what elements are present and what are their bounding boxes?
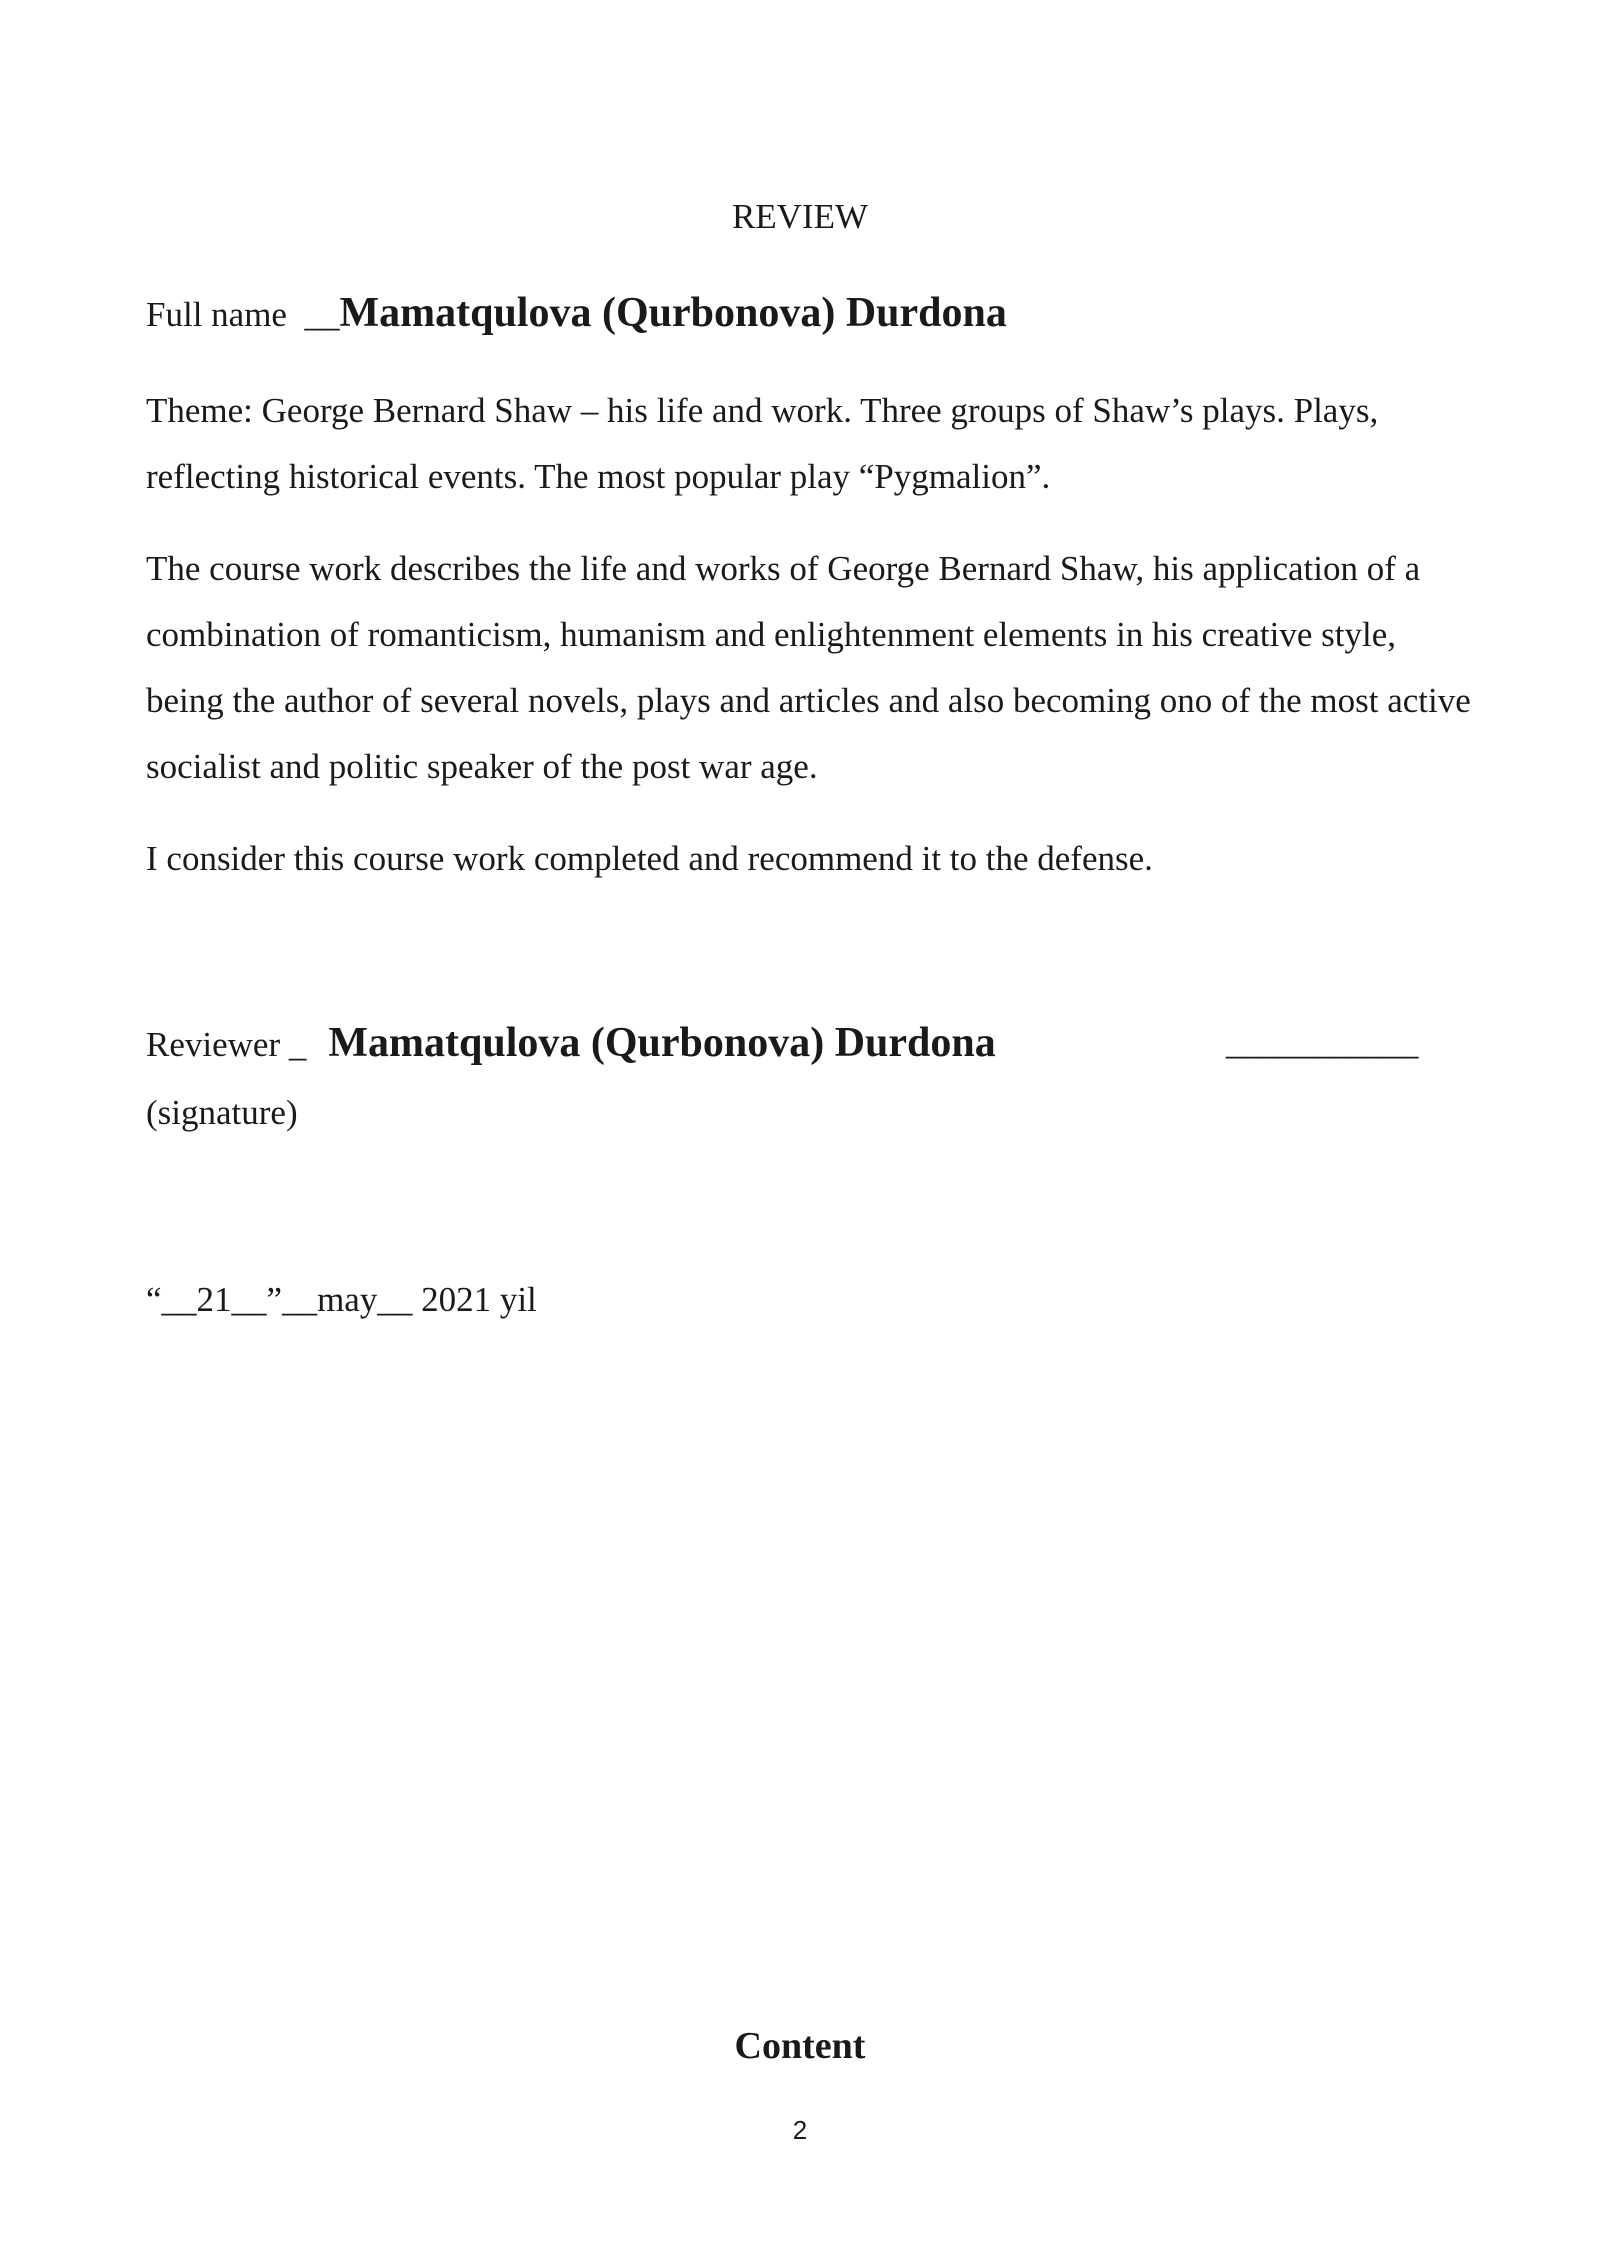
full-name-row [146,285,1007,343]
description-paragraph: The course work describes the life and works of George Bernard Shaw, his application of a combination of romanticism, humanism and enlightenment elements in his creative style, being the author of several novels, plays and articles and also becoming ono of the most active socialist and politic speaker of the post war age. [146,549,1471,786]
full-name-value: Mamatqulova (Qurbonova) Durdona [339,290,1007,336]
page-number: 2 [792,2115,808,2145]
signature-line: ___________ [1226,1023,1419,1062]
section-heading-content: Content [734,2025,866,2067]
document-title: REVIEW [731,197,869,236]
full-name-prefix: __ [304,295,340,334]
full-name-label: Full name [146,295,287,334]
review-date: “__21__”__may__ 2021 yil [146,1280,537,1319]
recommendation-paragraph: I consider this course work completed and recommend it to the defense. [146,839,1153,878]
reviewer-label: Reviewer _ [146,1025,307,1064]
theme-paragraph: Theme: George Bernard Shaw – his life and work. Three groups of Shaw’s plays. Plays, reflecting historical events. The most popular play “Pygmalion”. [146,391,1379,496]
reviewer-row [146,1015,996,1073]
signature-caption: (signature) [146,1093,298,1132]
reviewer-name: Mamatqulova (Qurbonova) Durdona [328,1020,996,1066]
